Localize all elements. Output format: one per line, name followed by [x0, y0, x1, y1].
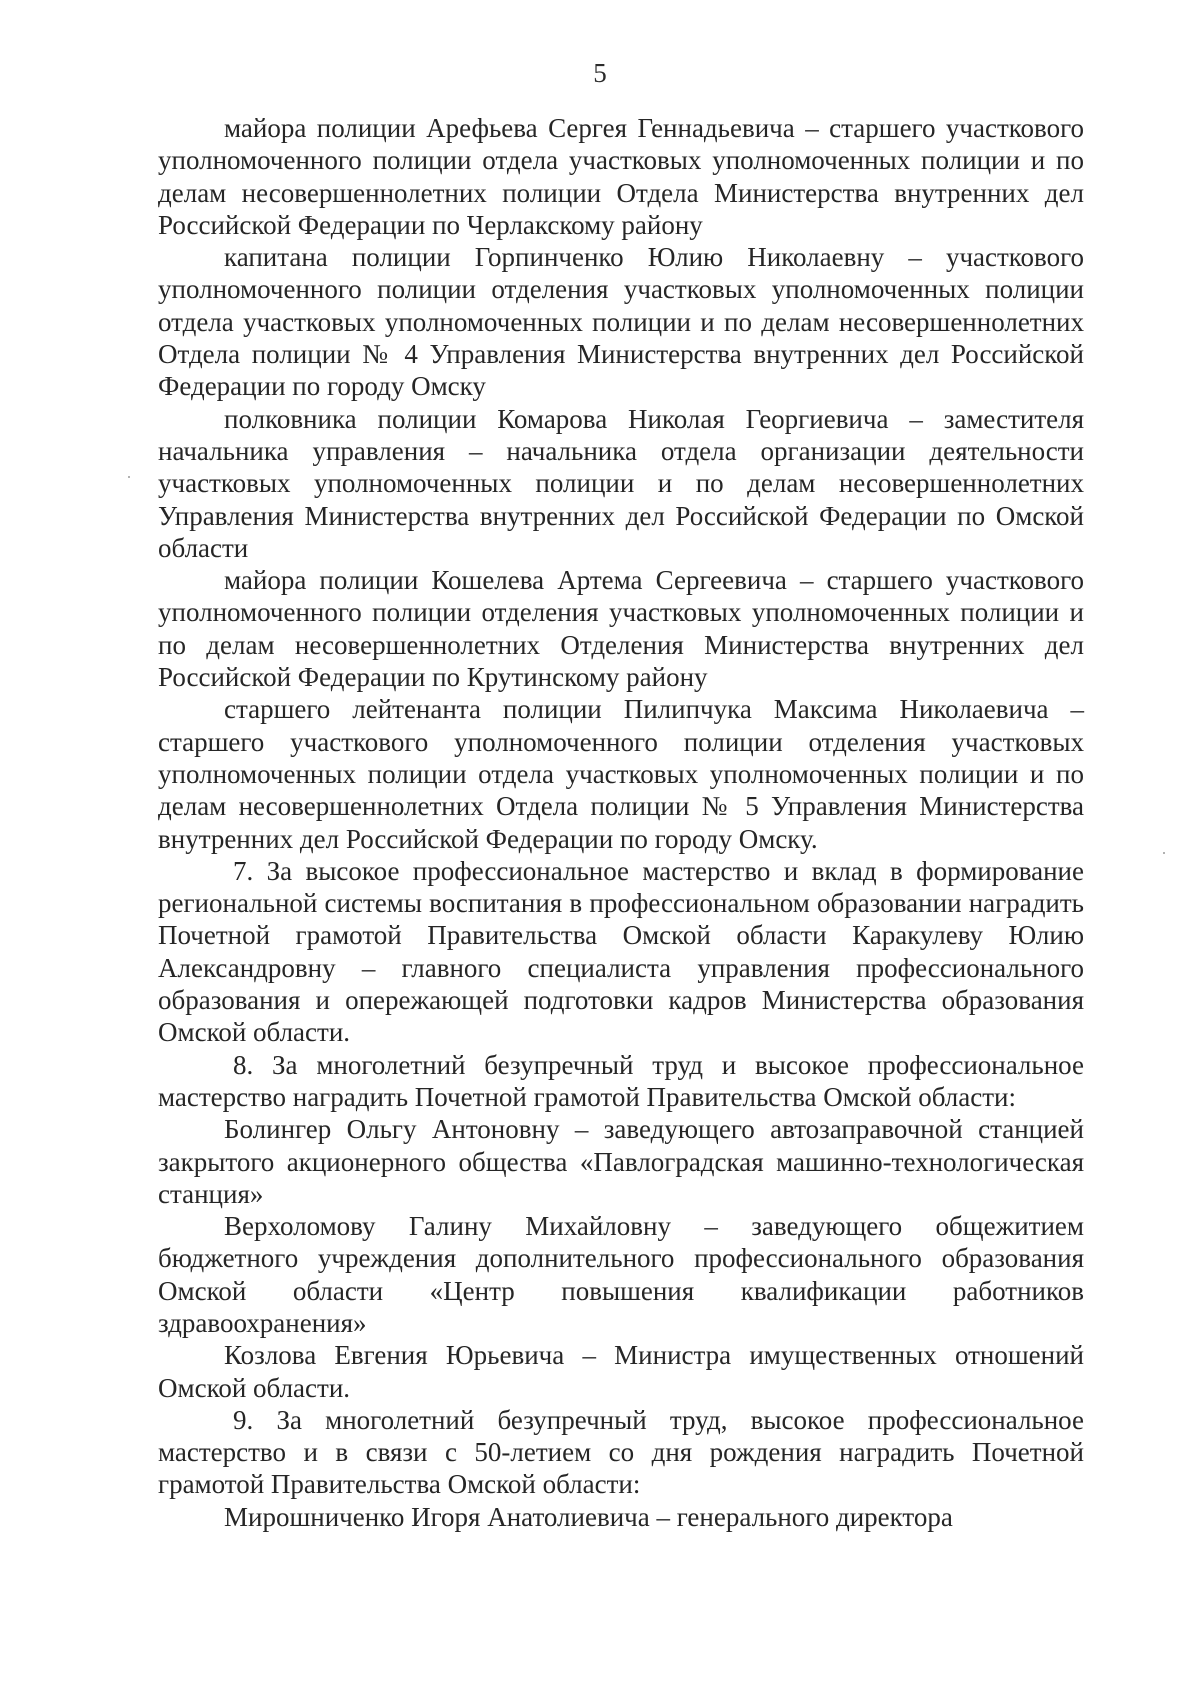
paragraph-pilipchuk: старшего лейтенанта полиции Пилипчука Максима Николаевича – старшего участкового уполномоченного полиции отделения участковых уполномоченных полиции отдела участковых уполномоченных полиции и по делам несовершеннолетних Отдела полиции № 5 Управления Министерства внутренних дел Российской Федерации по городу Омску.: [158, 694, 1084, 854]
page-number: 5: [593, 58, 607, 88]
paragraph-kozlov: Козлова Евгения Юрьевича – Министра имущественных отношений Омской области.: [158, 1340, 1084, 1403]
scan-speck: [1163, 852, 1165, 854]
paragraph-miroshnichenko: Мирошниченко Игоря Анатолиевича – генерального директора: [224, 1501, 953, 1532]
scan-speck: [128, 476, 130, 478]
document-body: [158, 112, 1084, 1533]
paragraph-bolinger: Болингер Ольгу Антоновну – заведующего автозаправочной станцией закрытого акционерного общества «Павлоградская машинно-технологическая станция»: [158, 1114, 1084, 1209]
paragraph-item-7: 7. За высокое профессиональное мастерство и вклад в формирование региональной системы воспитания в профессиональном образовании наградить Почетной грамотой Правительства Омской области Каракулеву Юлию Александровну – главного специалиста управления профессионального образования и опережающей подготовки кадров Министерства образования Омской области.: [158, 855, 1084, 1048]
paragraph-gorpinchenko: капитана полиции Горпинченко Юлию Николаевну – участкового уполномоченного полиции отделения участковых уполномоченных полиции отдела участковых уполномоченных полиции и по делам несовершеннолетних Отдела полиции № 4 Управления Министерства внутренних дел Российской Федерации по городу Омску: [158, 242, 1084, 402]
paragraph-item-8: 8. За многолетний безупречный труд и высокое профессиональное мастерство наградить Почетной грамотой Правительства Омской области:: [158, 1049, 1084, 1112]
paragraph-verkholomova: Верхоломову Галину Михайловну – заведующего общежитием бюджетного учреждения дополнительного профессионального образования Омской области «Центр повышения квалификации работников здравоохранения»: [158, 1211, 1084, 1338]
paragraph-koshelev: майора полиции Кошелева Артема Сергеевича – старшего участкового уполномоченного полиции отделения участковых уполномоченных полиции и по делам несовершеннолетних Отделения Министерства внутренних дел Российской Федерации по Крутинскому району: [158, 565, 1084, 693]
paragraph-arefyev: майора полиции Арефьева Сергея Геннадьевича – старшего участкового уполномоченного полиции отдела участковых уполномоченных полиции и по делам несовершеннолетних полиции Отдела Министерства внутренних дел Российской Федерации по Черлакскому району: [158, 113, 1084, 240]
paragraph-item-9: 9. За многолетний безупречный труд, высокое профессиональное мастерство и в связи с 50-летием со дня рождения наградить Почетной грамотой Правительства Омской области:: [158, 1404, 1084, 1500]
paragraph-komarov: полковника полиции Комарова Николая Георгиевича – заместителя начальника управления – начальника отдела организации деятельности участковых уполномоченных полиции и по делам несовершеннолетних Управления Министерства внутренних дел Российской Федерации по Омской области: [158, 403, 1084, 563]
